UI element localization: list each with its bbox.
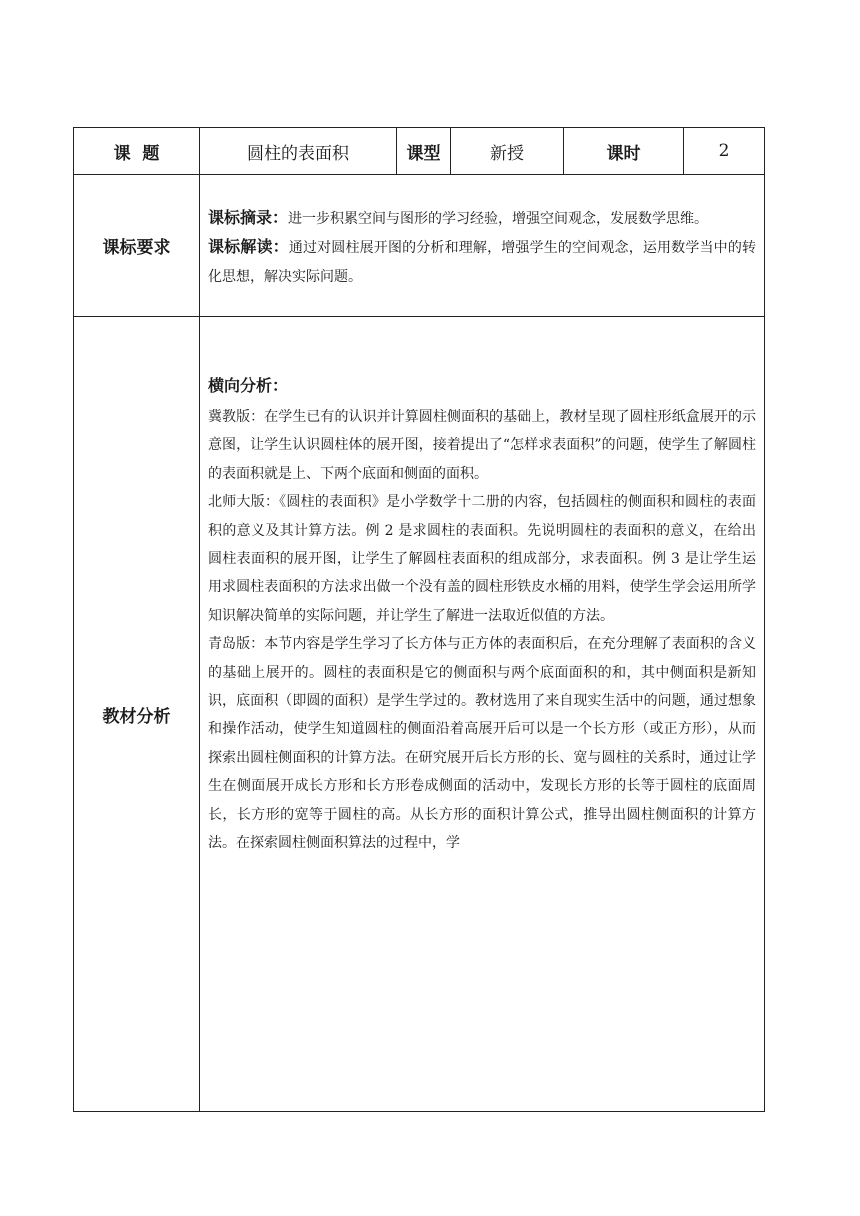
hours-label: 课时 — [564, 128, 684, 175]
hours-value: 2 — [684, 128, 765, 175]
paragraph-jijiao: 冀教版：在学生已有的认识并计算圆柱侧面积的基础上，教材呈现了圆柱形纸盒展开的示意图，让学生认识圆柱体的展开图，接着提出了“怎样求表面积”的问题，使学生了解圆柱的表面积就是上、下两个底面和侧面的面积。 — [208, 409, 756, 482]
header-row — [74, 128, 765, 175]
standard-excerpt — [208, 204, 756, 233]
standard-interpretation — [208, 233, 756, 291]
analysis-label: 教材分析 — [74, 317, 200, 1112]
excerpt-text: 进一步积累空间与图形的学习经验，增强空间观念，发展数学思维。 — [288, 210, 709, 227]
type-value: 新授 — [451, 128, 564, 175]
paragraph-qingdao: 青岛版：本节内容是学生学习了长方体与正方体的表面积后，在充分理解了表面积的含义的基础上展开的。圆柱的表面积是它的侧面积与两个底面面积的和，其中侧面积是新知识，底面积（即圆的面积）是学生学过的。教材选用了来自现实生活中的问题，通过想象和操作活动，使学生知道圆柱的侧面沿着高展开后可以是一个长方形（或正方形），从而探索出圆柱侧面积的计算方法。在研究展开后长方形的长、宽与圆柱的关系时，通过让学生在侧面展开成长方形和长方形卷成侧面的活动中，发现长方形的长等于圆柱的底面周长，长方形的宽等于圆柱的高。从长方形的面积计算公式，推导出圆柱侧面积的计算方法。在探索圆柱侧面积算法的过程中，学 — [208, 636, 756, 852]
topic-value: 圆柱的表面积 — [200, 128, 397, 175]
requirements-content — [200, 175, 765, 317]
excerpt-term: 课标摘录： — [208, 207, 289, 227]
analysis-content — [200, 317, 765, 1112]
section-title: 横向分析： — [208, 376, 289, 395]
requirements-row — [74, 175, 765, 317]
analysis-row — [74, 317, 765, 1112]
interp-term: 课标解读： — [208, 237, 289, 257]
paragraph-beishida: 北师大版：《圆柱的表面积》是小学数学十二册的内容，包括圆柱的侧面积和圆柱的表面积的意义及其计算方法。例 2 是求圆柱的表面积。先说明圆柱的表面积的意义，在给出圆柱表面积的展开图，让学生了解圆柱表面积的组成部分，求表面积。例 3 是让学生运用求圆柱表面积的方法求出做一个没有盖的圆柱形铁皮水桶的用料，使学生学会运用所学知识解决简单的实际问题，并让学生了解进一法取近似值的方法。 — [208, 494, 756, 624]
type-label: 课型 — [397, 128, 451, 175]
topic-label: 课 题 — [74, 128, 200, 175]
lesson-plan-table — [73, 127, 765, 1112]
requirements-label: 课标要求 — [74, 175, 200, 317]
interp-text: 通过对圆柱展开图的分析和理解，增强学生的空间观念，运用数学当中的转化思想，解决实际问题。 — [208, 240, 756, 285]
